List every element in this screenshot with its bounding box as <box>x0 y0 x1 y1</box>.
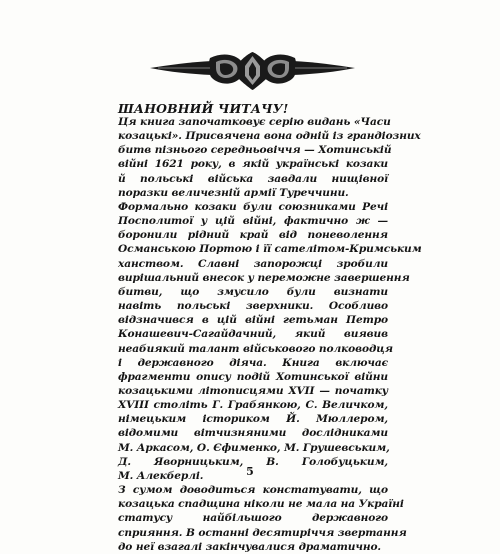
text-line: Конашевич-Сагайдачний, який виявив <box>118 328 388 341</box>
text-line: козацька спадщина ніколи не мала на Україні <box>118 498 404 511</box>
text-line: неабиякий талант військового полководця <box>118 342 393 355</box>
text-line: сприяння. В останні десятиріччя звертання <box>118 526 407 539</box>
page-number: 5 <box>246 465 254 478</box>
text-line: поразки величезній армії Туреччини. <box>118 186 349 199</box>
text-line: відомими вітчизняними дослідниками <box>118 427 388 440</box>
text-line: фрагменти опису подій Хотинської війни <box>118 370 388 383</box>
text-line: відзначився в цій війні гетьман Петро <box>118 314 388 327</box>
text-line: статусу найбільшого державного <box>118 512 388 525</box>
text-line: до неї взагалі закінчувалися драматично. <box>118 540 382 553</box>
text-line: Ця книга започатковує серію видань «Часи <box>118 116 391 128</box>
text-line: вирішальний внесок у переможне завершення <box>118 271 410 284</box>
text-line: ханством. Славні запорожці зробили <box>118 257 388 270</box>
text-line: XVIII століть Г. Грабянкою, С. Величком, <box>118 399 388 412</box>
text-line: і державного діяча. Книга включає <box>118 356 388 369</box>
text-line: Посполитої у цій війні, фактично ж — <box>118 215 388 228</box>
text-line: М. Аркасом, О. Єфименко, М. Грушевським, <box>118 441 390 454</box>
text-line: навіть польські зверхники. Особливо <box>118 300 388 313</box>
text-line: боронили рідний край від поневолення <box>118 229 388 242</box>
text-line: німецьким істориком Й. Мюллером, <box>118 413 388 426</box>
text-line: битви, що змусило були визнати <box>118 285 388 298</box>
page-heading: ШАНОВНИЙ ЧИТАЧУ! <box>118 101 289 116</box>
text-line: Османською Портою і її сателітом-Кримським <box>118 243 422 256</box>
text-line: Формально козаки були союзниками Речі <box>118 200 388 213</box>
text-line: М. Алекберлі. <box>118 469 204 482</box>
text-line: битв пізнього середньовіччя — Хотинській <box>118 144 392 157</box>
text-line: й польські війська завдали нищівної <box>118 172 388 185</box>
decorative-ornament <box>150 50 355 92</box>
body-text <box>118 115 422 554</box>
text-line: козацькими літописцями XVII — початку <box>118 384 388 397</box>
text-line: війні 1621 року, в якій українські козаки <box>118 158 388 171</box>
text-line: козацькі». Присвячена вона одній із грандіозних <box>118 130 421 143</box>
text-line: З сумом доводиться констатувати, що <box>118 484 388 497</box>
text-line: Д. Яворницьким, В. Голобуцьким, <box>118 455 388 468</box>
